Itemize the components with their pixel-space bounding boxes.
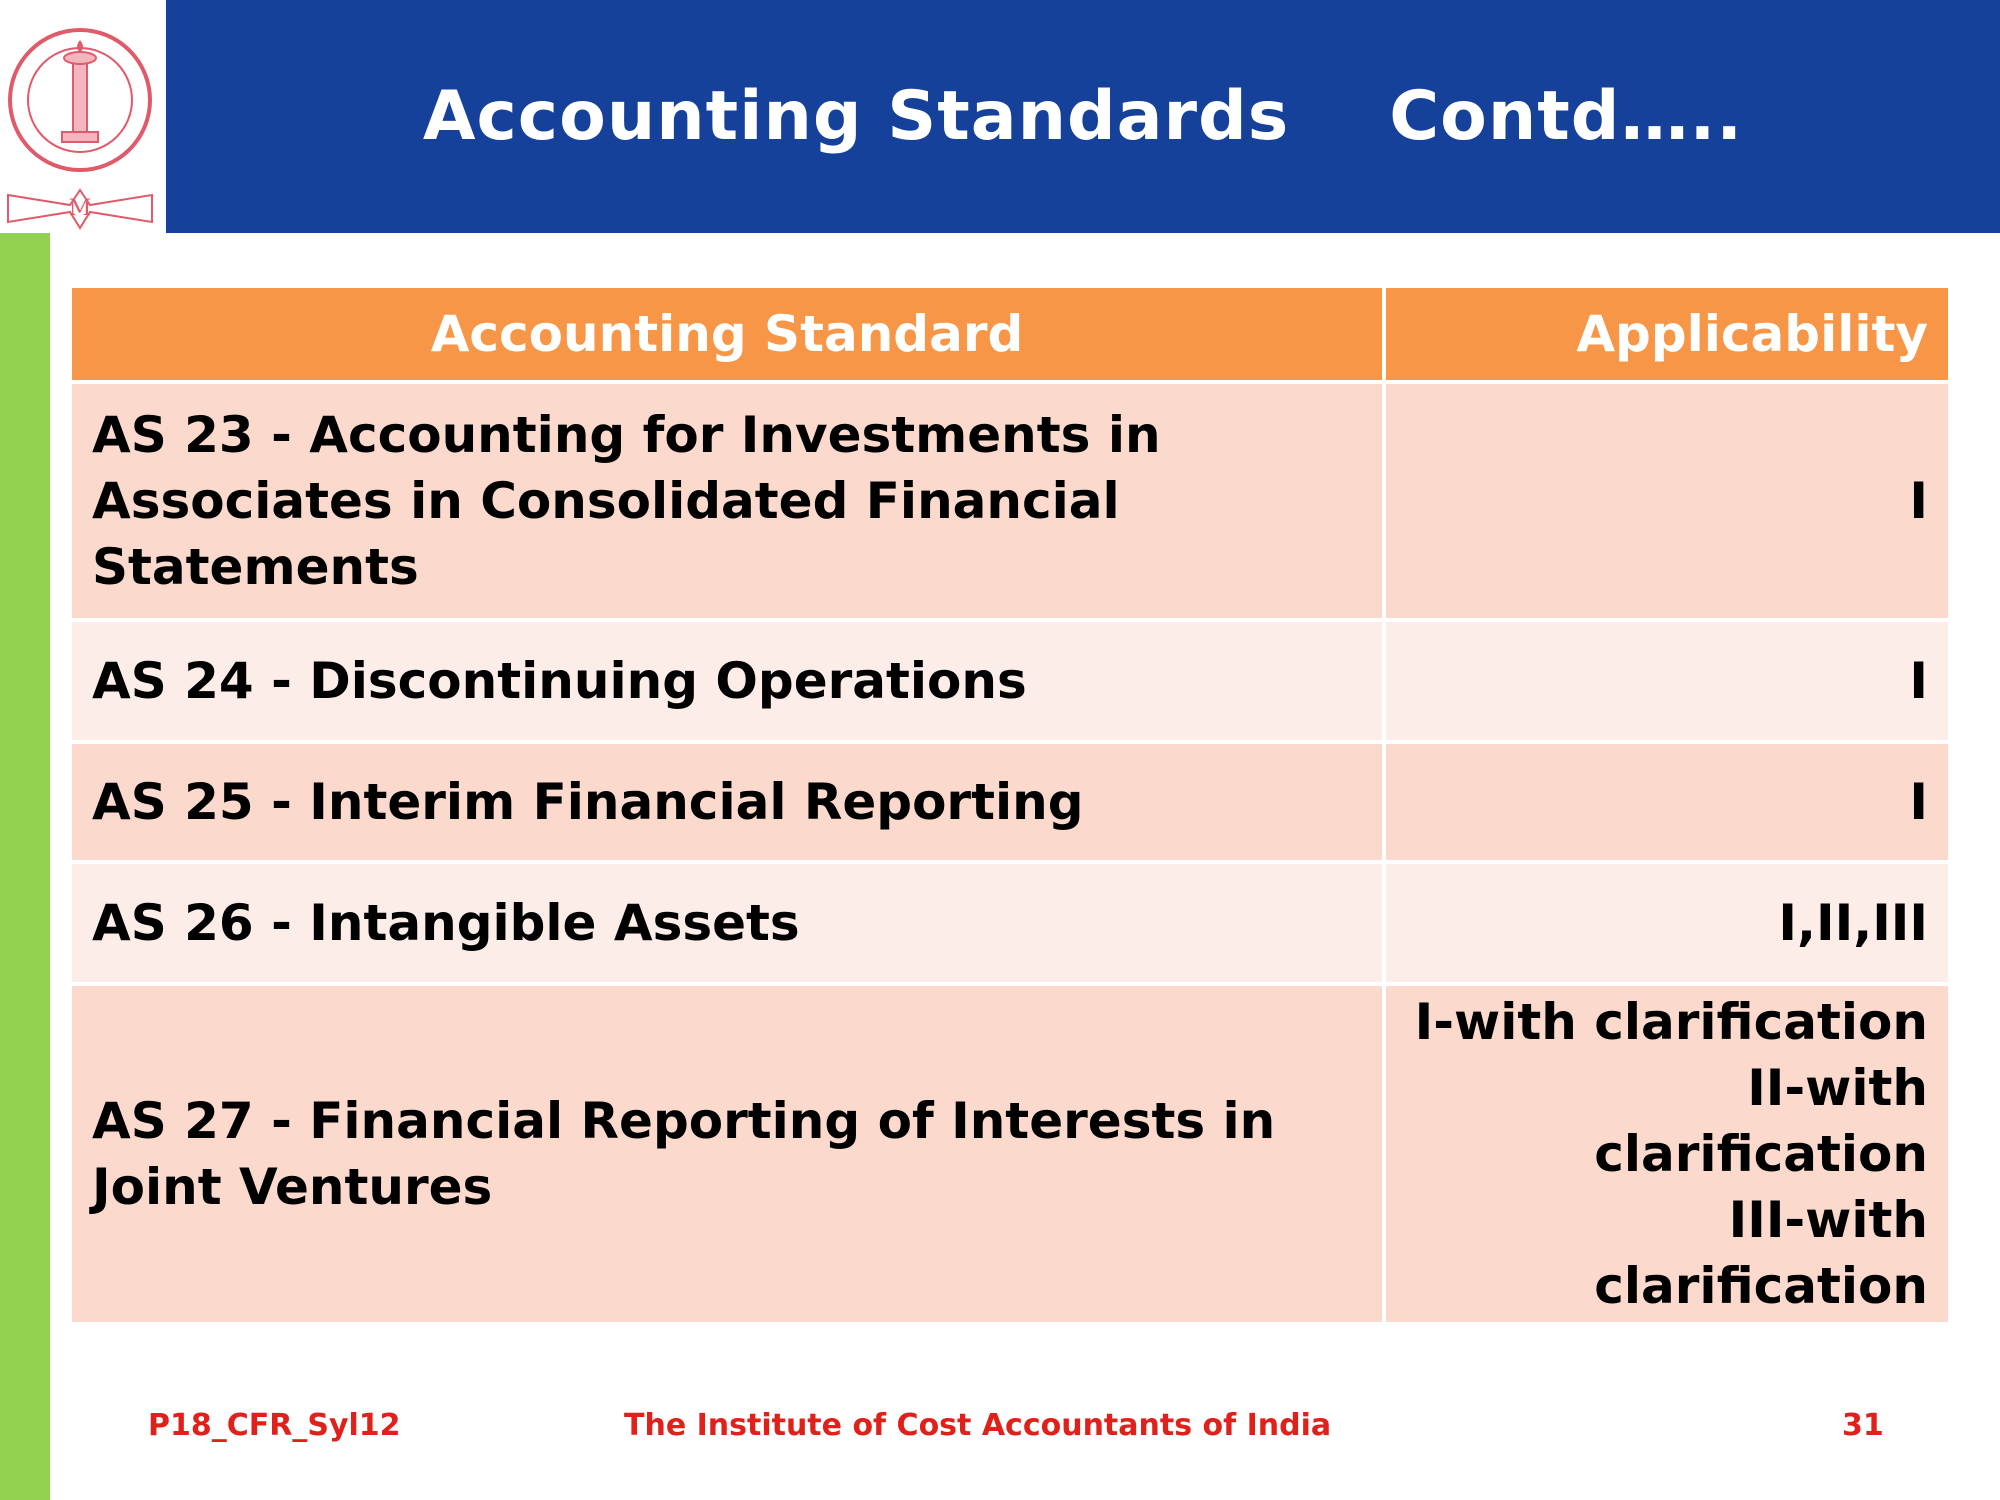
standards-table <box>68 284 1952 1326</box>
green-sidebar <box>0 233 50 1500</box>
page-number: 31 <box>1842 1408 1884 1443</box>
column-header-standard: Accounting Standard <box>70 286 1384 382</box>
page-title <box>166 0 2000 233</box>
table-row <box>70 382 1950 620</box>
applicability-cell <box>1384 984 1950 1324</box>
standard-cell: AS 27 - Financial Reporting of Interests in Joint Ventures <box>70 984 1384 1324</box>
table-row <box>70 862 1950 984</box>
applicability-cell: I <box>1384 742 1950 862</box>
applicability-cell: I,II,III <box>1384 862 1950 984</box>
footer-code: P18_CFR_Syl12 <box>148 1408 401 1443</box>
standard-cell: AS 25 - Interim Financial Reporting <box>70 742 1384 862</box>
applicability-cell: I <box>1384 382 1950 620</box>
title-suffix: Contd….. <box>1389 77 1744 156</box>
applicability-line: III-with clarification <box>1594 1191 1928 1315</box>
column-header-applicability: Applicability <box>1384 286 1950 382</box>
title-main: Accounting Standards <box>422 77 1290 156</box>
svg-text:M: M <box>68 196 92 221</box>
standard-cell: AS 26 - Intangible Assets <box>70 862 1384 984</box>
applicability-line: I-with clarification <box>1414 993 1928 1051</box>
footer-institute: The Institute of Cost Accountants of India <box>624 1408 1332 1443</box>
standard-cell: AS 24 - Discontinuing Operations <box>70 620 1384 742</box>
applicability-line: II-with clarification <box>1594 1059 1928 1183</box>
table-row <box>70 984 1950 1324</box>
standard-cell: AS 23 - Accounting for Investments in Associates in Consolidated Financial Statements <box>70 382 1384 620</box>
table-row <box>70 742 1950 862</box>
logo <box>0 0 166 233</box>
table-row <box>70 620 1950 742</box>
applicability-cell: I <box>1384 620 1950 742</box>
institute-logo-icon <box>0 0 166 233</box>
table-header-row <box>70 286 1950 382</box>
